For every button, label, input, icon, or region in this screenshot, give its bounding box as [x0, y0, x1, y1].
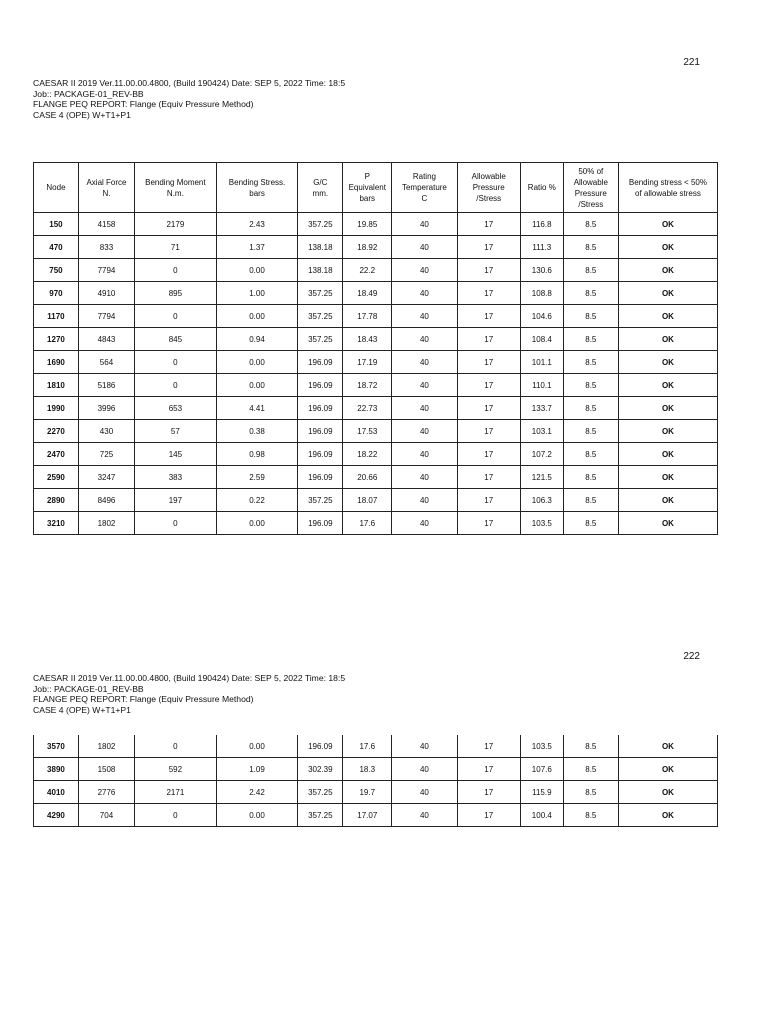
- cell-node: 2270: [34, 420, 79, 443]
- cell-bending-check: OK: [618, 213, 717, 236]
- cell-node: 2590: [34, 466, 79, 489]
- cell-gc: 196.09: [298, 397, 343, 420]
- cell-bending-moment: 2171: [135, 781, 217, 804]
- table-row: [34, 804, 718, 827]
- table-row: [34, 781, 718, 804]
- cell-allowable-pressure: 17: [457, 213, 520, 236]
- cell-gc: 196.09: [298, 420, 343, 443]
- cell-ratio: 121.5: [520, 466, 563, 489]
- cell-half-allowable: 8.5: [563, 804, 618, 827]
- cell-ratio: 108.4: [520, 328, 563, 351]
- cell-node: 750: [34, 259, 79, 282]
- cell-node: 1170: [34, 305, 79, 328]
- cell-ratio: 111.3: [520, 236, 563, 259]
- cell-bending-stress: 1.00: [216, 282, 298, 305]
- cell-p-equivalent: 18.07: [343, 489, 392, 512]
- cell-p-equivalent: 18.49: [343, 282, 392, 305]
- cell-half-allowable: 8.5: [563, 328, 618, 351]
- table-header-row: [34, 163, 718, 213]
- cell-rating-temperature: 40: [392, 397, 457, 420]
- cell-ratio: 107.2: [520, 443, 563, 466]
- column-header-line: /Stress: [578, 199, 604, 209]
- cell-half-allowable: 8.5: [563, 735, 618, 758]
- cell-p-equivalent: 17.6: [343, 512, 392, 535]
- cell-rating-temperature: 40: [392, 420, 457, 443]
- cell-half-allowable: 8.5: [563, 443, 618, 466]
- cell-p-equivalent: 19.7: [343, 781, 392, 804]
- cell-axial-force: 7794: [78, 259, 134, 282]
- cell-half-allowable: 8.5: [563, 512, 618, 535]
- cell-bending-moment: 0: [135, 305, 217, 328]
- cell-bending-stress: 0.00: [216, 735, 298, 758]
- cell-p-equivalent: 18.3: [343, 758, 392, 781]
- cell-node: 3890: [34, 758, 79, 781]
- cell-node: 470: [34, 236, 79, 259]
- cell-half-allowable: 8.5: [563, 282, 618, 305]
- cell-allowable-pressure: 17: [457, 351, 520, 374]
- cell-half-allowable: 8.5: [563, 259, 618, 282]
- cell-ratio: 110.1: [520, 374, 563, 397]
- cell-bending-check: OK: [618, 259, 717, 282]
- cell-bending-check: OK: [618, 305, 717, 328]
- cell-bending-check: OK: [618, 351, 717, 374]
- table-row: [34, 489, 718, 512]
- cell-half-allowable: 8.5: [563, 758, 618, 781]
- cell-axial-force: 1802: [78, 512, 134, 535]
- cell-axial-force: 4910: [78, 282, 134, 305]
- cell-bending-moment: 57: [135, 420, 217, 443]
- cell-axial-force: 7794: [78, 305, 134, 328]
- report-header: [33, 78, 345, 120]
- table-row: [34, 282, 718, 305]
- cell-bending-stress: 0.00: [216, 351, 298, 374]
- cell-allowable-pressure: 17: [457, 512, 520, 535]
- cell-allowable-pressure: 17: [457, 236, 520, 259]
- cell-axial-force: 5186: [78, 374, 134, 397]
- cell-allowable-pressure: 17: [457, 397, 520, 420]
- cell-allowable-pressure: 17: [457, 489, 520, 512]
- cell-axial-force: 4843: [78, 328, 134, 351]
- cell-bending-check: OK: [618, 420, 717, 443]
- cell-p-equivalent: 18.43: [343, 328, 392, 351]
- cell-bending-stress: 0.94: [216, 328, 298, 351]
- cell-allowable-pressure: 17: [457, 443, 520, 466]
- cell-bending-stress: 0.98: [216, 443, 298, 466]
- cell-bending-moment: 383: [135, 466, 217, 489]
- column-header-line: C: [421, 194, 428, 203]
- cell-rating-temperature: 40: [392, 758, 457, 781]
- job-line: Job:: PACKAGE-01_REV-BB: [33, 683, 144, 694]
- report-title-line: FLANGE PEQ REPORT: Flange (Equiv Pressure Method): [33, 99, 254, 109]
- cell-half-allowable: 8.5: [563, 781, 618, 804]
- column-header-line: Axial Force: [86, 177, 127, 187]
- cell-bending-stress: 0.00: [216, 804, 298, 827]
- cell-rating-temperature: 40: [392, 213, 457, 236]
- column-header-line: Temperature: [401, 183, 447, 192]
- cell-node: 3570: [34, 735, 79, 758]
- cell-allowable-pressure: 17: [457, 374, 520, 397]
- cell-half-allowable: 8.5: [563, 351, 618, 374]
- cell-axial-force: 3996: [78, 397, 134, 420]
- load-case-line: CASE 4 (OPE) W+T1+P1: [33, 109, 131, 120]
- cell-bending-stress: 0.00: [216, 512, 298, 535]
- cell-allowable-pressure: 17: [457, 259, 520, 282]
- cell-gc: 196.09: [298, 466, 343, 489]
- cell-p-equivalent: 17.07: [343, 804, 392, 827]
- column-header-gc: [298, 163, 343, 213]
- cell-half-allowable: 8.5: [563, 489, 618, 512]
- cell-bending-stress: 1.37: [216, 236, 298, 259]
- cell-half-allowable: 8.5: [563, 305, 618, 328]
- cell-rating-temperature: 40: [392, 489, 457, 512]
- cell-gc: 357.25: [298, 489, 343, 512]
- column-header-line: Pressure: [472, 183, 505, 192]
- cell-gc: 138.18: [298, 236, 343, 259]
- column-header-line: Node: [46, 183, 66, 192]
- cell-bending-stress: 0.00: [216, 259, 298, 282]
- cell-half-allowable: 8.5: [563, 236, 618, 259]
- cell-node: 970: [34, 282, 79, 305]
- cell-gc: 138.18: [298, 259, 343, 282]
- cell-gc: 302.39: [298, 758, 343, 781]
- cell-rating-temperature: 40: [392, 282, 457, 305]
- cell-axial-force: 1802: [78, 735, 134, 758]
- cell-gc: 357.25: [298, 781, 343, 804]
- cell-allowable-pressure: 17: [457, 735, 520, 758]
- table-row: [34, 305, 718, 328]
- cell-ratio: 106.3: [520, 489, 563, 512]
- report-header: [33, 673, 345, 715]
- cell-node: 1270: [34, 328, 79, 351]
- column-header-line: mm.: [312, 188, 329, 198]
- cell-bending-moment: 592: [135, 758, 217, 781]
- column-header-line: P: [364, 172, 370, 181]
- cell-bending-stress: 2.42: [216, 781, 298, 804]
- column-header-line: Equivalent: [348, 183, 386, 192]
- cell-ratio: 115.9: [520, 781, 563, 804]
- cell-half-allowable: 8.5: [563, 397, 618, 420]
- cell-bending-moment: 145: [135, 443, 217, 466]
- column-header-node: [34, 163, 79, 213]
- cell-ratio: 116.8: [520, 213, 563, 236]
- cell-axial-force: 725: [78, 443, 134, 466]
- cell-p-equivalent: 17.19: [343, 351, 392, 374]
- column-header-line: Pressure: [574, 188, 607, 198]
- column-header-line: Rating: [412, 172, 436, 181]
- cell-bending-check: OK: [618, 466, 717, 489]
- cell-p-equivalent: 22.73: [343, 397, 392, 420]
- cell-ratio: 108.8: [520, 282, 563, 305]
- cell-gc: 357.25: [298, 305, 343, 328]
- cell-rating-temperature: 40: [392, 374, 457, 397]
- cell-p-equivalent: 20.66: [343, 466, 392, 489]
- cell-ratio: 107.6: [520, 758, 563, 781]
- cell-bending-stress: 2.43: [216, 213, 298, 236]
- cell-half-allowable: 8.5: [563, 213, 618, 236]
- cell-ratio: 101.1: [520, 351, 563, 374]
- cell-bending-stress: 0.00: [216, 374, 298, 397]
- flange-report-table: [33, 162, 718, 535]
- cell-node: 4010: [34, 781, 79, 804]
- cell-bending-check: OK: [618, 236, 717, 259]
- table-row: [34, 374, 718, 397]
- cell-ratio: 103.5: [520, 512, 563, 535]
- cell-node: 4290: [34, 804, 79, 827]
- cell-node: 1690: [34, 351, 79, 374]
- column-header-bending-stress: [216, 163, 298, 213]
- column-header-line: G/C: [313, 177, 328, 187]
- cell-rating-temperature: 40: [392, 328, 457, 351]
- cell-axial-force: 1508: [78, 758, 134, 781]
- report-title-line: FLANGE PEQ REPORT: Flange (Equiv Pressure Method): [33, 694, 254, 704]
- column-header-line: Bending Moment: [145, 177, 206, 187]
- cell-bending-stress: 2.59: [216, 466, 298, 489]
- table-row: [34, 213, 718, 236]
- column-header-p-equivalent: [343, 163, 392, 213]
- cell-ratio: 100.4: [520, 804, 563, 827]
- job-line: Job:: PACKAGE-01_REV-BB: [33, 88, 144, 99]
- load-case-line: CASE 4 (OPE) W+T1+P1: [33, 704, 131, 715]
- cell-bending-moment: 0: [135, 512, 217, 535]
- column-header-bending-moment: [135, 163, 217, 213]
- cell-axial-force: 704: [78, 804, 134, 827]
- cell-bending-stress: 4.41: [216, 397, 298, 420]
- column-header-line: N.m.: [166, 188, 184, 198]
- cell-rating-temperature: 40: [392, 351, 457, 374]
- cell-rating-temperature: 40: [392, 466, 457, 489]
- table-row: [34, 443, 718, 466]
- table-row: [34, 259, 718, 282]
- cell-node: 2470: [34, 443, 79, 466]
- cell-gc: 196.09: [298, 443, 343, 466]
- cell-bending-moment: 0: [135, 804, 217, 827]
- cell-axial-force: 4158: [78, 213, 134, 236]
- column-header-line: of allowable stress: [635, 188, 701, 198]
- cell-half-allowable: 8.5: [563, 466, 618, 489]
- table-row: [34, 466, 718, 489]
- cell-bending-check: OK: [618, 397, 717, 420]
- cell-bending-check: OK: [618, 443, 717, 466]
- cell-p-equivalent: 17.53: [343, 420, 392, 443]
- cell-bending-stress: 1.09: [216, 758, 298, 781]
- column-header-axial-force: [78, 163, 134, 213]
- column-header-ratio: [520, 163, 563, 213]
- table-row: [34, 735, 718, 758]
- cell-gc: 196.09: [298, 374, 343, 397]
- cell-bending-moment: 0: [135, 735, 217, 758]
- cell-rating-temperature: 40: [392, 259, 457, 282]
- cell-ratio: 130.6: [520, 259, 563, 282]
- column-header-line: /Stress: [476, 194, 502, 203]
- cell-bending-moment: 653: [135, 397, 217, 420]
- cell-allowable-pressure: 17: [457, 420, 520, 443]
- cell-ratio: 133.7: [520, 397, 563, 420]
- table-row: [34, 328, 718, 351]
- table-row: [34, 351, 718, 374]
- cell-ratio: 103.1: [520, 420, 563, 443]
- cell-gc: 196.09: [298, 735, 343, 758]
- cell-half-allowable: 8.5: [563, 374, 618, 397]
- cell-gc: 357.25: [298, 804, 343, 827]
- table-row: [34, 420, 718, 443]
- column-header-allowable-pressure: [457, 163, 520, 213]
- cell-rating-temperature: 40: [392, 735, 457, 758]
- cell-bending-moment: 2179: [135, 213, 217, 236]
- column-header-half-allowable: [563, 163, 618, 213]
- cell-node: 150: [34, 213, 79, 236]
- cell-allowable-pressure: 17: [457, 804, 520, 827]
- cell-bending-check: OK: [618, 374, 717, 397]
- cell-gc: 196.09: [298, 512, 343, 535]
- page-number: 221: [683, 57, 700, 68]
- cell-gc: 357.25: [298, 282, 343, 305]
- cell-axial-force: 430: [78, 420, 134, 443]
- table-row: [34, 758, 718, 781]
- cell-axial-force: 2776: [78, 781, 134, 804]
- column-header-line: bars: [359, 194, 376, 203]
- cell-rating-temperature: 40: [392, 781, 457, 804]
- cell-allowable-pressure: 17: [457, 781, 520, 804]
- cell-p-equivalent: 18.72: [343, 374, 392, 397]
- page-number: 222: [683, 651, 700, 662]
- cell-bending-moment: 0: [135, 374, 217, 397]
- column-header-line: bars: [249, 188, 265, 198]
- table-row: [34, 397, 718, 420]
- column-header-line: 50% of: [578, 166, 604, 176]
- cell-rating-temperature: 40: [392, 236, 457, 259]
- cell-bending-moment: 0: [135, 351, 217, 374]
- column-header-line: Allowable: [573, 177, 608, 187]
- cell-bending-moment: 197: [135, 489, 217, 512]
- column-header-line: Allowable: [471, 172, 506, 181]
- cell-gc: 196.09: [298, 351, 343, 374]
- cell-axial-force: 833: [78, 236, 134, 259]
- cell-gc: 357.25: [298, 328, 343, 351]
- cell-bending-check: OK: [618, 735, 717, 758]
- column-header-line: Bending stress < 50%: [628, 177, 707, 187]
- cell-rating-temperature: 40: [392, 512, 457, 535]
- cell-axial-force: 8496: [78, 489, 134, 512]
- cell-bending-moment: 895: [135, 282, 217, 305]
- cell-ratio: 104.6: [520, 305, 563, 328]
- cell-node: 2890: [34, 489, 79, 512]
- cell-node: 3210: [34, 512, 79, 535]
- cell-bending-check: OK: [618, 781, 717, 804]
- cell-bending-stress: 0.22: [216, 489, 298, 512]
- cell-bending-stress: 0.38: [216, 420, 298, 443]
- table-row: [34, 512, 718, 535]
- cell-bending-check: OK: [618, 758, 717, 781]
- cell-allowable-pressure: 17: [457, 466, 520, 489]
- cell-rating-temperature: 40: [392, 804, 457, 827]
- cell-p-equivalent: 19.85: [343, 213, 392, 236]
- cell-rating-temperature: 40: [392, 443, 457, 466]
- cell-allowable-pressure: 17: [457, 328, 520, 351]
- cell-bending-moment: 0: [135, 259, 217, 282]
- software-line: CAESAR II 2019 Ver.11.00.00.4800, (Build 190424) Date: SEP 5, 2022 Time: 18:5: [33, 673, 346, 683]
- cell-allowable-pressure: 17: [457, 305, 520, 328]
- cell-bending-check: OK: [618, 512, 717, 535]
- cell-allowable-pressure: 17: [457, 758, 520, 781]
- software-line: CAESAR II 2019 Ver.11.00.00.4800, (Build 190424) Date: SEP 5, 2022 Time: 18:5: [33, 78, 346, 88]
- cell-bending-stress: 0.00: [216, 305, 298, 328]
- column-header-line: N.: [102, 188, 111, 198]
- cell-p-equivalent: 22.2: [343, 259, 392, 282]
- cell-bending-moment: 845: [135, 328, 217, 351]
- cell-bending-check: OK: [618, 328, 717, 351]
- cell-p-equivalent: 17.78: [343, 305, 392, 328]
- cell-node: 1810: [34, 374, 79, 397]
- cell-allowable-pressure: 17: [457, 282, 520, 305]
- cell-bending-check: OK: [618, 282, 717, 305]
- cell-node: 1990: [34, 397, 79, 420]
- cell-p-equivalent: 18.92: [343, 236, 392, 259]
- cell-p-equivalent: 17.6: [343, 735, 392, 758]
- cell-bending-check: OK: [618, 804, 717, 827]
- cell-bending-moment: 71: [135, 236, 217, 259]
- cell-bending-check: OK: [618, 489, 717, 512]
- column-header-line: Ratio %: [527, 183, 556, 192]
- cell-axial-force: 3247: [78, 466, 134, 489]
- cell-gc: 357.25: [298, 213, 343, 236]
- cell-axial-force: 564: [78, 351, 134, 374]
- table-row: [34, 236, 718, 259]
- column-header-bending-check: [618, 163, 717, 213]
- cell-ratio: 103.5: [520, 735, 563, 758]
- flange-report-table-continued: [33, 735, 718, 827]
- column-header-rating-temperature: [392, 163, 457, 213]
- cell-half-allowable: 8.5: [563, 420, 618, 443]
- cell-p-equivalent: 18.22: [343, 443, 392, 466]
- column-header-line: Bending Stress.: [228, 177, 286, 187]
- cell-rating-temperature: 40: [392, 305, 457, 328]
